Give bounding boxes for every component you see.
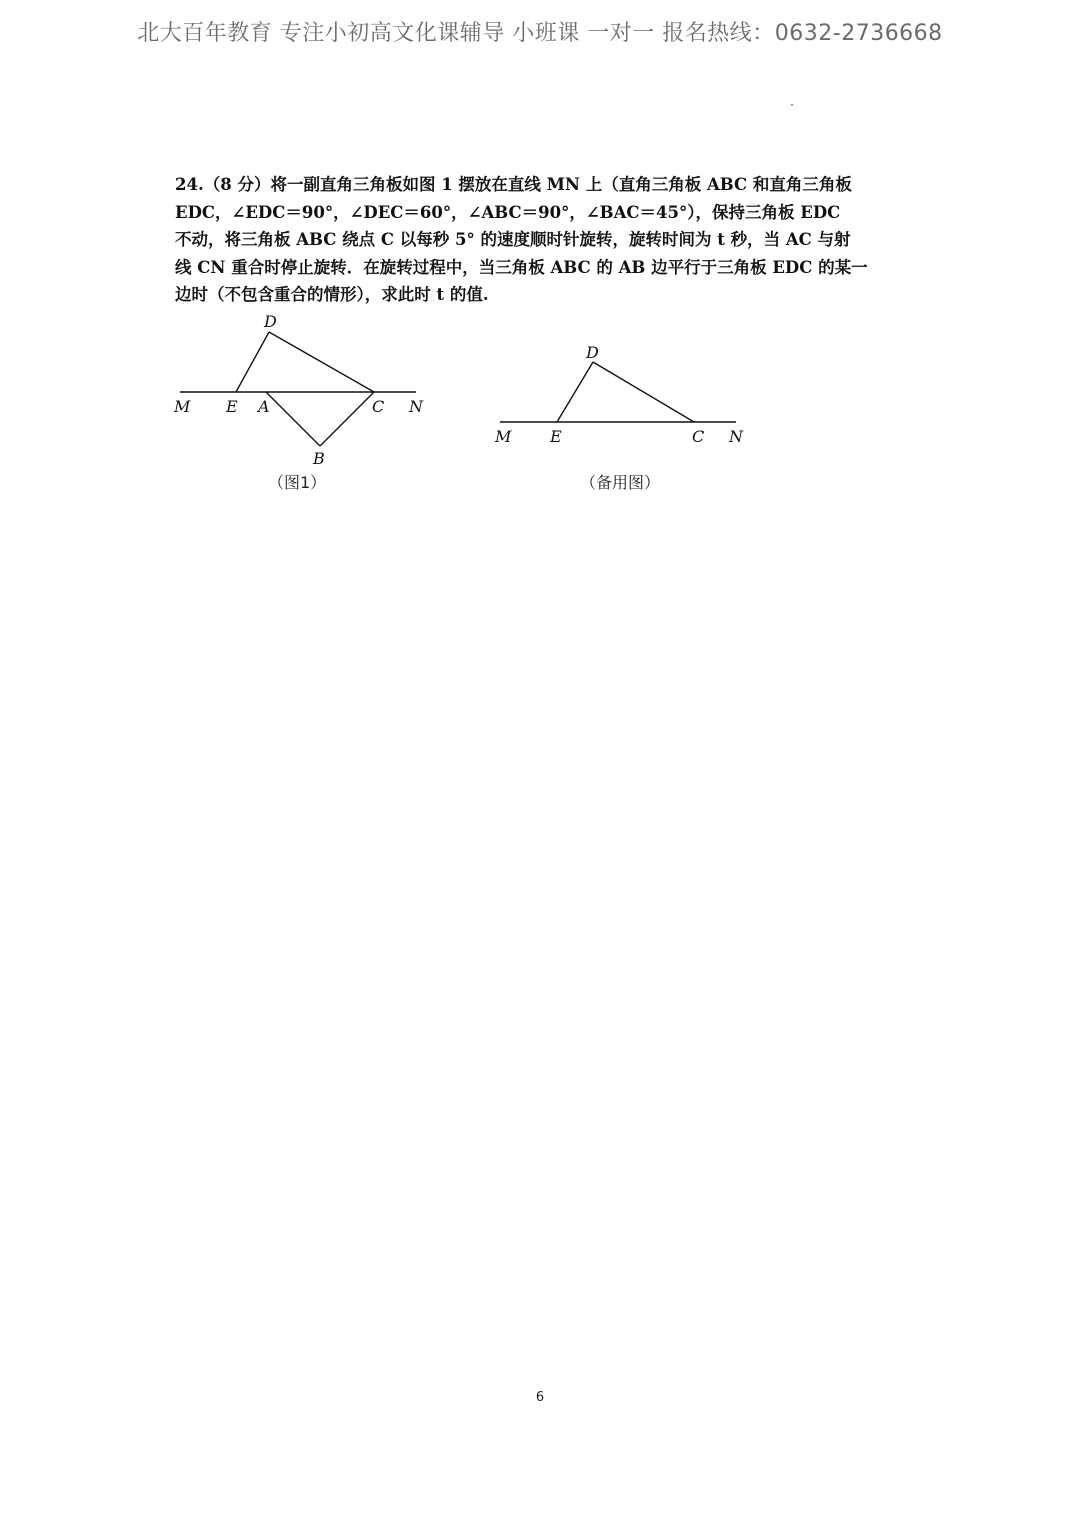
problem-line-1 xyxy=(175,171,910,199)
segment-dc xyxy=(593,362,694,422)
label-e: E xyxy=(226,397,238,416)
stray-dot xyxy=(791,104,793,106)
problem-number: 24. xyxy=(175,175,204,194)
figure-1 xyxy=(170,310,430,495)
problem-score: （8 分） xyxy=(203,175,271,194)
segment-ed xyxy=(236,332,269,392)
figure-1-caption: （图1） xyxy=(268,473,327,492)
page-number: 6 xyxy=(535,1390,545,1405)
label-b: B xyxy=(313,449,325,468)
label-m: M xyxy=(495,427,512,446)
segment-ed xyxy=(557,362,593,422)
label-n: N xyxy=(409,397,423,416)
label-m: M xyxy=(174,397,191,416)
figure-2 xyxy=(490,340,750,495)
segment-ab xyxy=(266,392,320,446)
problem-line-2: EDC，∠EDC＝90°，∠DEC＝60°，∠ABC＝90°，∠BAC＝45°），保持三角板 EDC xyxy=(175,202,841,222)
label-d: D xyxy=(264,312,277,331)
figure-1-drawing xyxy=(170,310,430,495)
problem-24 xyxy=(175,171,910,309)
problem-text-1: 将一副直角三角板如图 1 摆放在直线 MN 上（直角三角板 ABC 和直角三角板 xyxy=(270,175,852,194)
problem-line-4: 线 CN 重合时停止旋转．在旋转过程中，当三角板 ABC 的 AB 边平行于三角板 EDC 的某一 xyxy=(175,257,868,277)
label-n: N xyxy=(729,427,743,446)
page-header: 北大百年教育 专注小初高文化课辅导 小班课 一对一 报名热线：0632-2736668 xyxy=(137,21,943,46)
segment-bc xyxy=(320,392,374,446)
label-c: C xyxy=(372,397,385,416)
label-c: C xyxy=(692,427,705,446)
label-d: D xyxy=(586,343,599,362)
problem-line-3: 不动，将三角板 ABC 绕点 C 以每秒 5° 的速度顺时针旋转，旋转时间为 t 秒，当 AC 与射 xyxy=(175,230,851,249)
label-e: E xyxy=(550,427,562,446)
problem-line-5: 边时（不包含重合的情形），求此时 t 的值. xyxy=(175,285,489,304)
figure-2-caption: （备用图） xyxy=(580,473,661,492)
segment-dc xyxy=(269,332,374,392)
label-a: A xyxy=(258,397,270,416)
